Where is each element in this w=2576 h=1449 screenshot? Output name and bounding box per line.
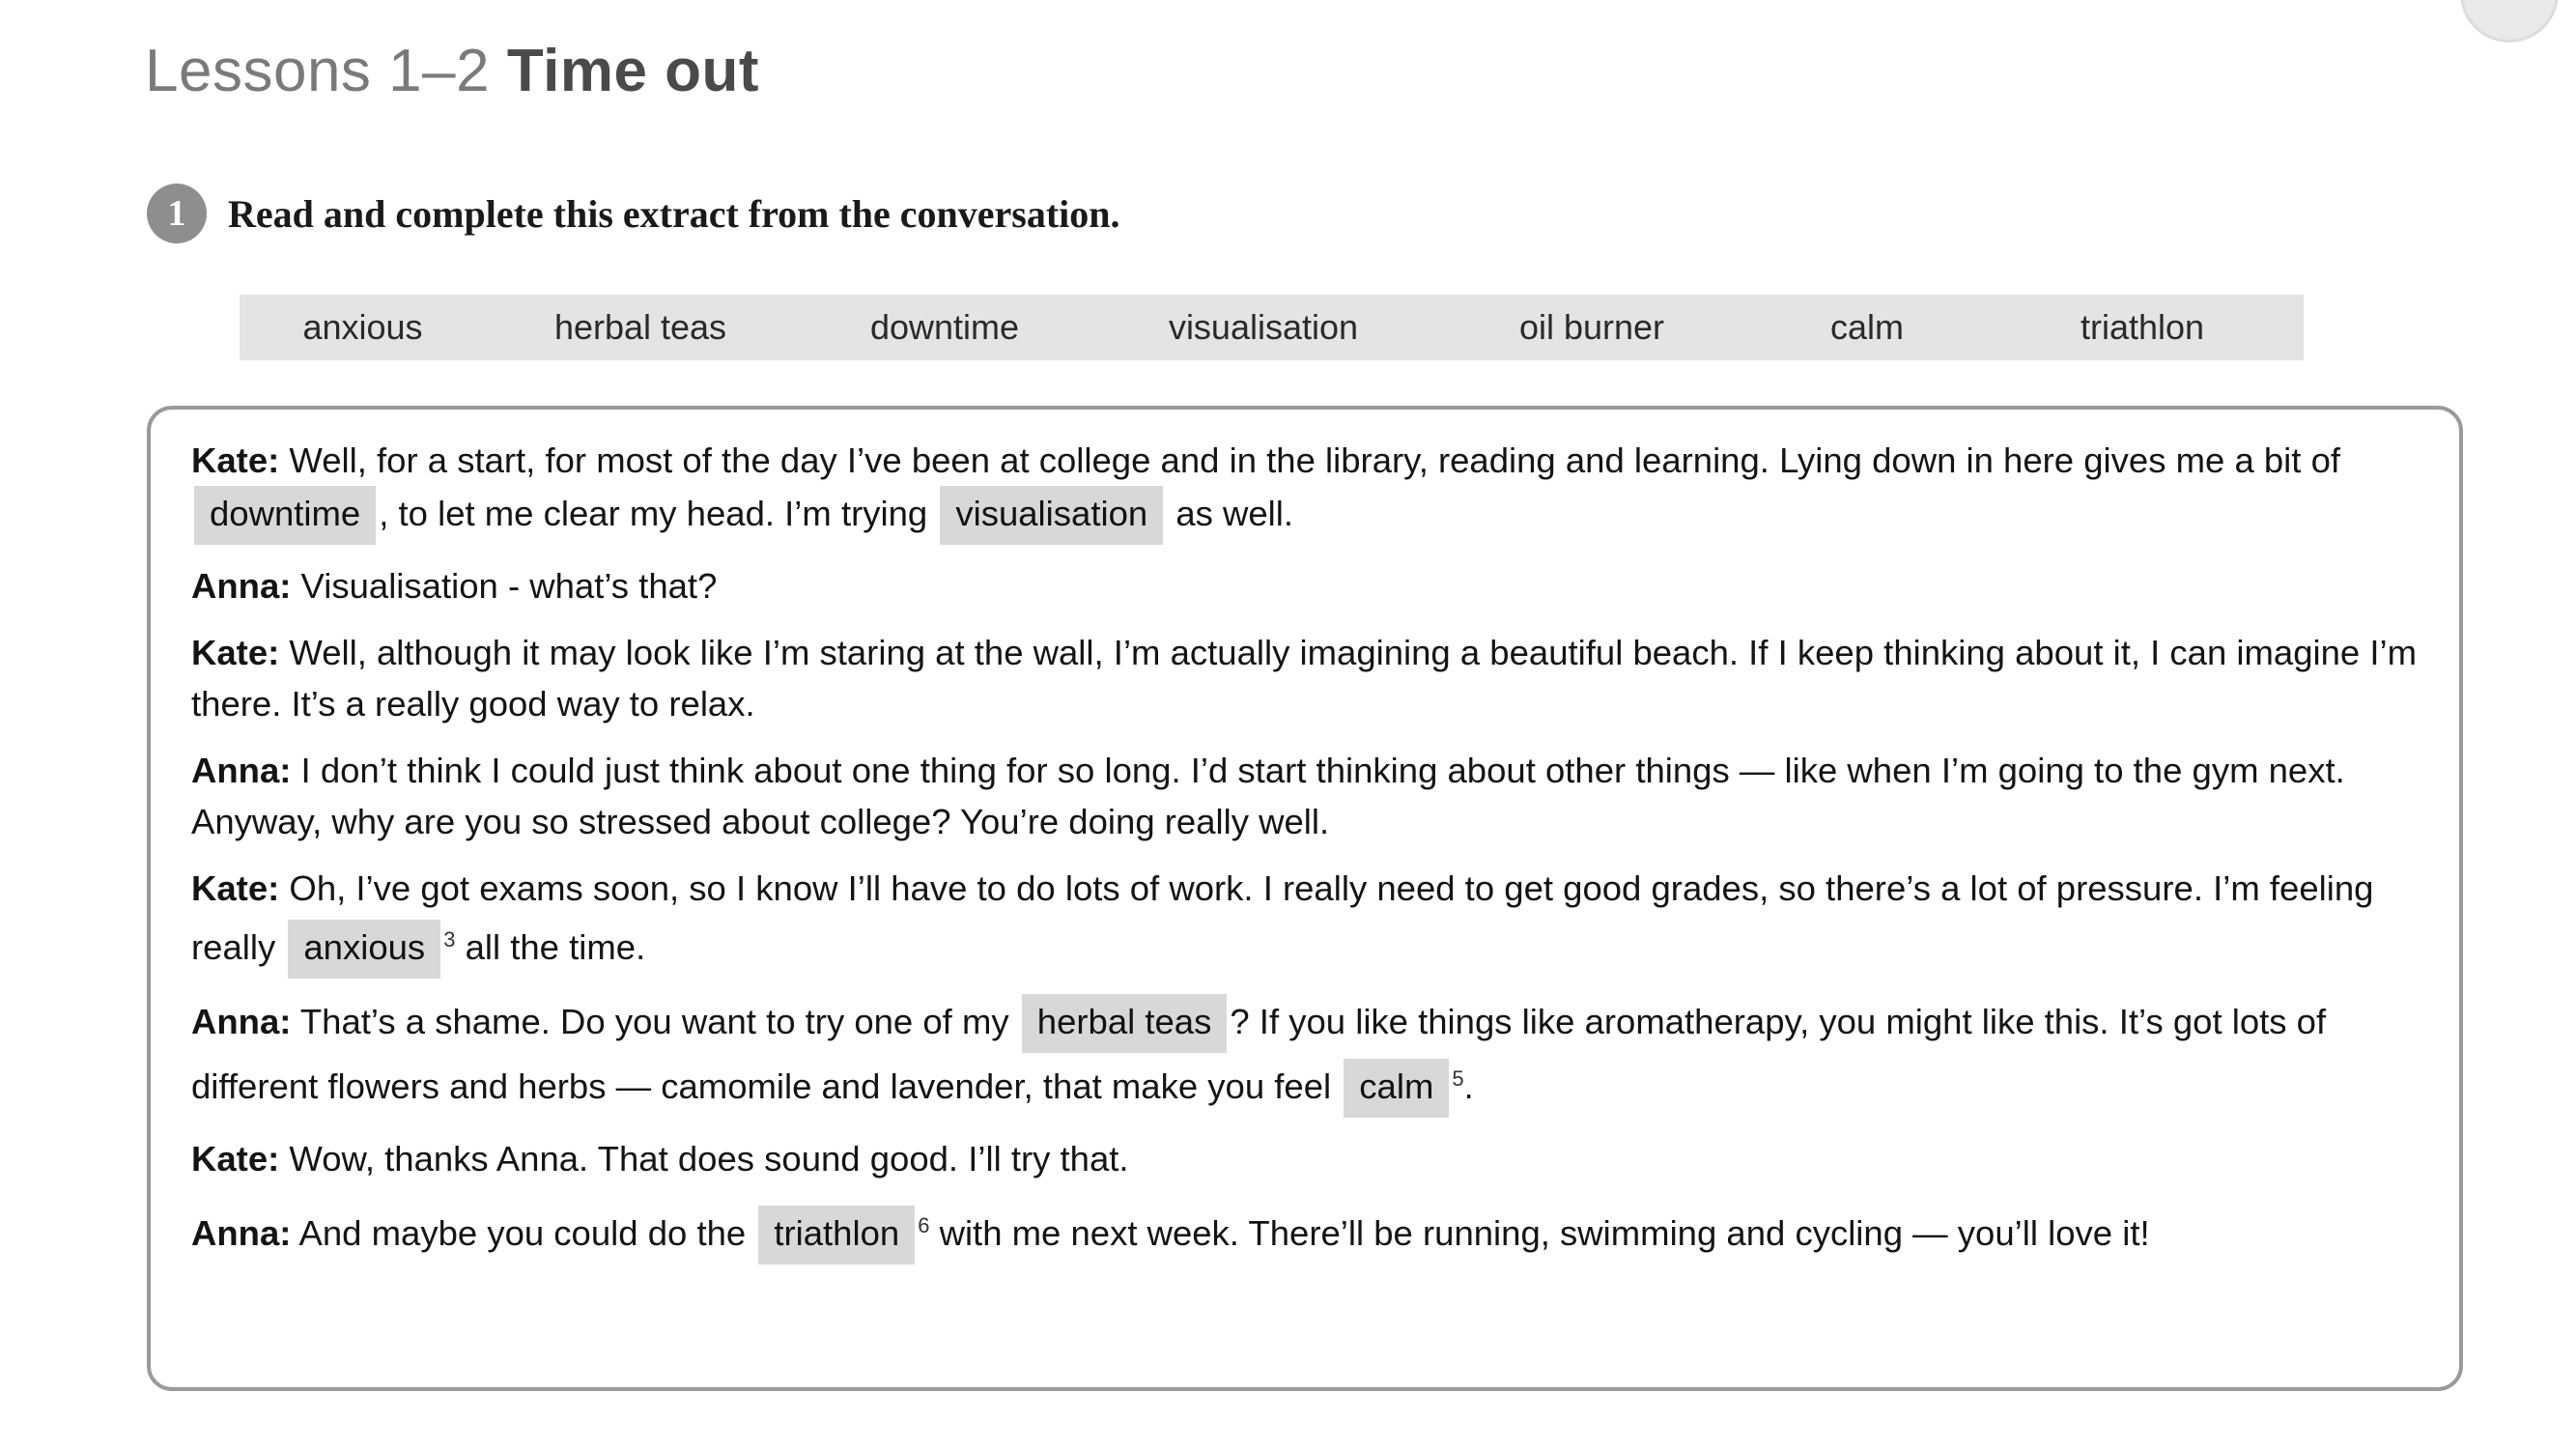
exercise-instruction: Read and complete this extract from the conversation. — [228, 191, 1120, 236]
dialogue-line — [191, 1133, 2422, 1184]
dialogue-text: That’s a shame. Do you want to try one of my — [291, 1002, 1019, 1042]
dialogue-line — [191, 745, 2422, 847]
lesson-label: Lessons 1–2 — [145, 38, 491, 104]
speaker-label: Anna: — [191, 1213, 292, 1254]
dialogue-text: ? If you like things like aromatherapy, you might like this. It’s got lots of different flowers and herbs — camomile and lavender, that make you feel — [191, 1002, 2327, 1107]
speaker-label: Kate: — [191, 868, 280, 908]
answer-blank[interactable]: triathlon — [758, 1206, 915, 1264]
answer-blank[interactable]: calm — [1344, 1059, 1449, 1118]
answer-blank[interactable]: downtime — [194, 486, 376, 545]
word-bank-item[interactable]: calm — [1829, 307, 1904, 347]
dialogue-text: . — [1463, 1066, 1474, 1107]
speaker-label: Anna: — [191, 751, 292, 790]
dialogue-text: with me next week. There’ll be running, swimming and cycling — you’ll love it! — [929, 1213, 2150, 1254]
dialogue-text: And maybe you could do the — [291, 1213, 756, 1254]
word-bank-item[interactable]: downtime — [869, 307, 1020, 347]
answer-blank[interactable]: anxious — [288, 920, 440, 979]
word-bank-item[interactable]: herbal teas — [553, 307, 727, 347]
dialogue-line — [191, 627, 2422, 729]
speaker-label: Kate: — [191, 440, 280, 480]
dialogue-text: Well, although it may look like I’m staring at the wall, I’m actually imagining a beautiful beach. If I keep thinking about it, I can imagine I’m there. It’s a really good way to relax. — [191, 633, 2418, 724]
speaker-label: Anna: — [191, 566, 292, 606]
blank-number-marker: 3 — [443, 927, 456, 952]
dialogue-text: Visualisation - what’s that? — [291, 566, 718, 606]
dialogue-text: Oh, I’ve got exams soon, so I know I’ll have to do lots of work. I really need to get good grades, so there’s a lot of pressure. I’m feeling really — [191, 868, 2374, 968]
dialogue-line — [191, 435, 2422, 545]
dialogue-text: all the time. — [455, 927, 646, 968]
word-bank-item[interactable]: visualisation — [1168, 307, 1359, 347]
blank-number-marker: 5 — [1452, 1066, 1464, 1092]
dialogue-line — [191, 560, 2422, 611]
dialogue-text: as well. — [1166, 494, 1294, 533]
word-bank-item[interactable]: triathlon — [2080, 307, 2205, 347]
answer-blank[interactable]: visualisation — [940, 486, 1163, 545]
dialogue-line — [191, 1200, 2422, 1264]
dialogue-line — [191, 994, 2422, 1118]
speaker-label: Anna: — [191, 1002, 292, 1042]
dialogue-text: Wow, thanks Anna. That does sound good. I’ll try that. — [279, 1139, 1129, 1179]
unit-title: Time out — [506, 38, 760, 104]
word-bank — [240, 295, 2304, 360]
speaker-label: Kate: — [191, 633, 280, 672]
word-bank-item[interactable]: anxious — [302, 307, 423, 347]
answer-blank[interactable]: herbal teas — [1022, 994, 1228, 1053]
exercise-number-badge: 1 — [147, 184, 207, 243]
speaker-label: Kate: — [191, 1139, 280, 1179]
word-bank-item[interactable]: oil burner — [1518, 307, 1665, 347]
dialogue-extract-box — [147, 406, 2463, 1391]
dialogue-line — [191, 863, 2422, 979]
dialogue-text: I don’t think I could just think about one thing for so long. I’d start thinking about other things — like when I’m going to the gym next. Anyway, why are you so stressed about college? You’re doing really well. — [191, 751, 2345, 841]
dialogue-text: Well, for a start, for most of the day I’ve been at college and in the library, reading and learning. Lying down in here gives me a bit of — [279, 440, 2341, 480]
page-title — [145, 37, 759, 105]
exercise-header — [147, 184, 1120, 243]
page-corner-circle-decoration — [2460, 0, 2559, 43]
blank-number-marker: 6 — [918, 1213, 930, 1238]
dialogue-text: , to let me clear my head. I’m trying — [379, 494, 938, 533]
